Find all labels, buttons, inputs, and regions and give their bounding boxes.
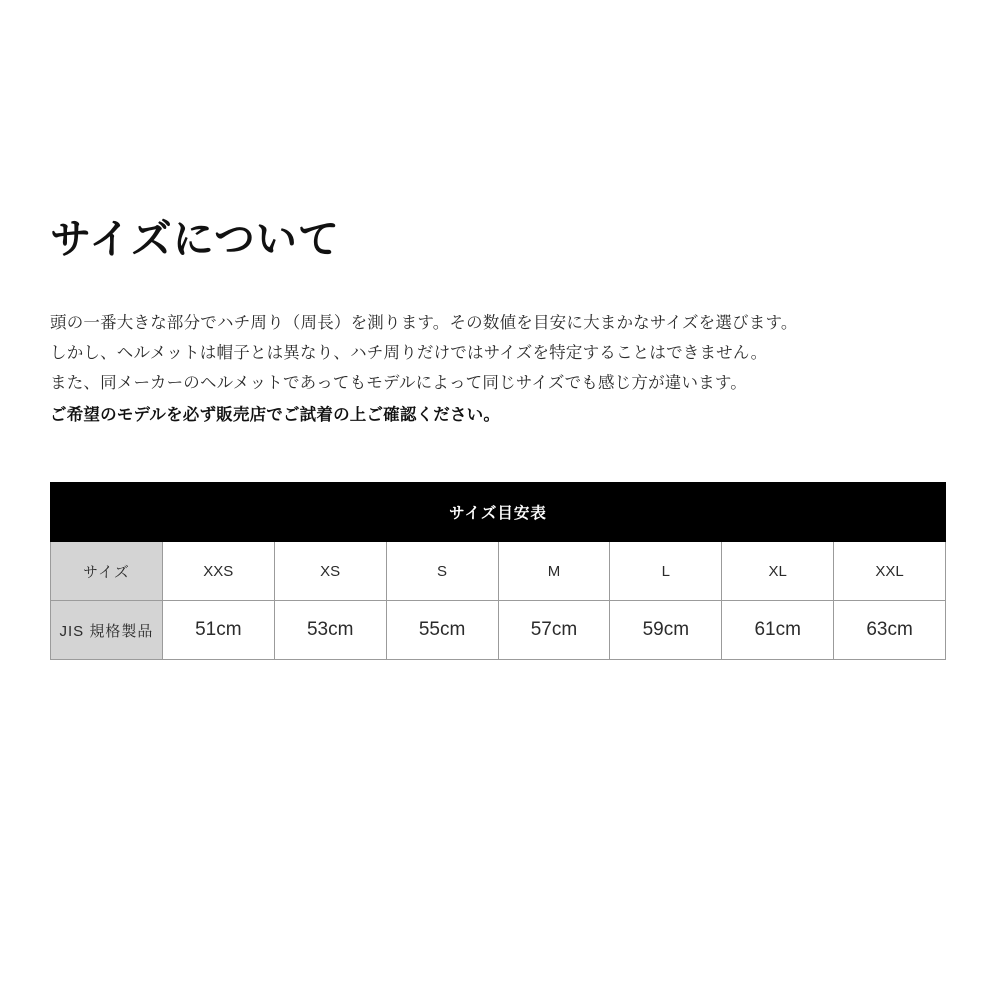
measurement-xxl: 63cm — [834, 601, 946, 660]
page-title: サイズについて — [50, 216, 340, 262]
paragraph-emphasis-line: ご希望のモデルを必ず販売店でご試着の上ご確認ください。 — [50, 406, 501, 425]
size-header-xs: XS — [274, 542, 386, 601]
size-header-l: L — [610, 542, 722, 601]
paragraph-line-1: 頭の一番大きな部分でハチ周り（周長）を測ります。その数値を目安に大まかなサイズを選びます。 — [50, 314, 798, 333]
row-label-jis: JIS 規格製品 — [51, 601, 163, 660]
size-chart-table — [50, 482, 946, 660]
table-row-measurements — [51, 601, 946, 660]
measurement-s: 55cm — [386, 601, 498, 660]
measurement-xl: 61cm — [722, 601, 834, 660]
paragraph-line-2: しかし、ヘルメットは帽子とは異なり、ハチ周りだけではサイズを特定することはできません。 — [50, 344, 768, 363]
paragraph-line-3: また、同メーカーのヘルメットであってもモデルによって同じサイズでも感じ方が違います。 — [50, 374, 747, 393]
table-row-sizes — [51, 542, 946, 601]
row-label-size: サイズ — [51, 542, 163, 601]
intro-paragraph — [50, 308, 950, 430]
measurement-xs: 53cm — [274, 601, 386, 660]
content-container — [50, 215, 950, 660]
table-title-row — [51, 483, 946, 542]
table-title: サイズ目安表 — [51, 483, 946, 542]
size-header-s: S — [386, 542, 498, 601]
measurement-m: 57cm — [498, 601, 610, 660]
size-header-xxl: XXL — [834, 542, 946, 601]
measurement-xxs: 51cm — [162, 601, 274, 660]
measurement-l: 59cm — [610, 601, 722, 660]
size-header-m: M — [498, 542, 610, 601]
size-header-xl: XL — [722, 542, 834, 601]
size-header-xxs: XXS — [162, 542, 274, 601]
